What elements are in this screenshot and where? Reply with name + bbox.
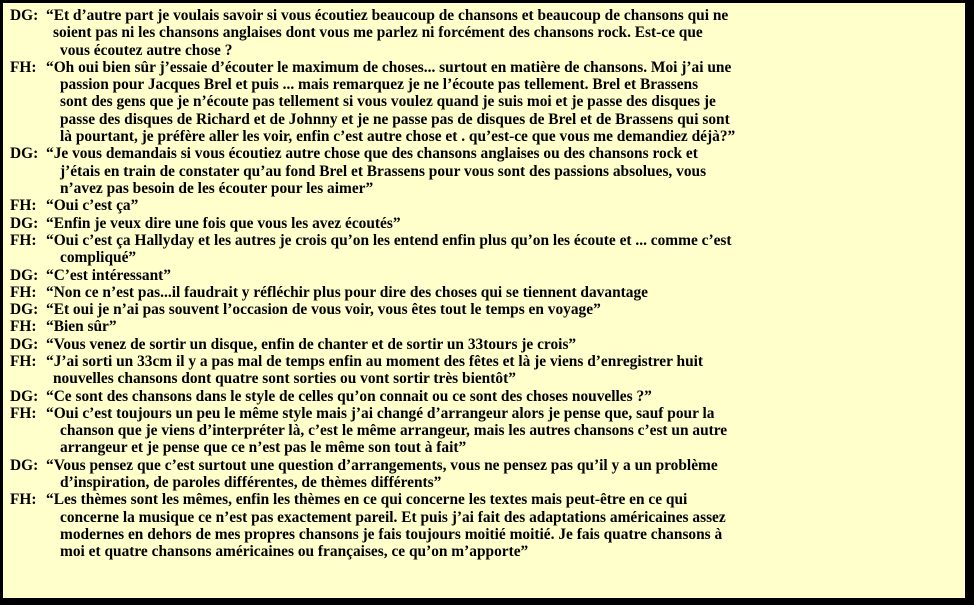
speaker-label: DG:: [10, 301, 39, 319]
turn-first-line: [10, 7, 728, 24]
utterance-text: “Enfin je veux dire une fois que vous les avez écoutés”: [46, 214, 401, 232]
transcript-turn: [10, 457, 718, 492]
transcript-turn: [10, 145, 706, 197]
utterance-text: “Oui c’est ça Hallyday et les autres je crois qu’on les entend enfin plus qu’on les écoute et ... comme c’est: [46, 231, 732, 249]
transcript-turn: [10, 336, 576, 353]
transcript-turn: [10, 215, 401, 232]
utterance-continuation: vous écoutez autre chose ?: [60, 41, 233, 59]
speaker-label: FH:: [10, 231, 37, 249]
speaker-label: DG:: [10, 456, 39, 474]
utterance-continuation: passion pour Jacques Brel et puis ... mais remarquez je ne l’écoute pas tellement. Brel et Brassens: [60, 76, 699, 94]
utterance-continuation: arrangeur et je pense que ce n’est pas le même son tout à fait”: [60, 439, 467, 457]
turn-first-line: [10, 336, 576, 353]
utterance-text: “Et oui je n’ai pas souvent l’occasion de vous voir, vous êtes tout le temps en voyage”: [46, 301, 601, 319]
transcript-turn: [10, 353, 703, 388]
utterance-text: “Vous venez de sortir un disque, enfin de chanter et de sortir un 33tours je crois”: [46, 335, 577, 353]
speaker-label: DG:: [10, 266, 39, 284]
speaker-label: FH:: [10, 491, 37, 509]
utterance-text: “J’ai sorti un 33cm il y a pas mal de temps enfin au moment des fêtes et là je viens d’enregistrer huit: [46, 353, 704, 370]
transcript-turn: [10, 59, 735, 145]
speaker-label: DG:: [10, 145, 39, 163]
utterance-continuation: j’étais en train de constater qu’au fond Brel et Brassens pour vous sont des passions absolues, vous: [60, 162, 707, 180]
utterance-continuation: chanson que je viens d’interpréter là, c’est le même arrangeur, mais les autres chansons c’est un autre: [60, 422, 728, 440]
turn-first-line: [10, 267, 171, 284]
turn-first-line: [10, 59, 735, 76]
utterance-continuation: moi et quatre chansons américaines ou françaises, ce qu’on m’apporte”: [60, 543, 529, 561]
speaker-label: FH:: [10, 58, 37, 76]
turn-first-line: [10, 491, 726, 508]
utterance-continuation: concerne la musique ce n’est pas exactement pareil. Et puis j’ai fait des adaptations américaines assez: [60, 508, 726, 526]
utterance-continuation: là pourtant, je préfère aller les voir, enfin c’est autre chose et . qu’est-ce que vous me demandiez déjà?”: [60, 128, 736, 146]
utterance-text: “C’est intéressant”: [46, 266, 171, 284]
turn-first-line: [10, 232, 732, 249]
utterance-continuation: nouvelles chansons dont quatre sont sorties ou vont sortir très bientôt”: [53, 370, 516, 388]
utterance-continuation: modernes en dehors de mes propres chansons je fais toujours moitié moitié. Je fais quatre chansons à: [60, 525, 723, 543]
speaker-label: FH:: [10, 197, 37, 215]
transcript-turn: [10, 267, 171, 284]
turn-first-line: [10, 318, 117, 335]
utterance-continuation: compliqué”: [60, 249, 137, 267]
speaker-label: FH:: [10, 283, 37, 301]
speaker-label: DG:: [10, 7, 39, 24]
transcript-turn: [10, 232, 732, 267]
speaker-label: DG:: [10, 335, 39, 353]
utterance-continuation: n’avez pas besoin de les écouter pour les aimer”: [60, 179, 374, 197]
utterance-continuation: soient pas ni les chansons anglaises dont vous me parlez ni forcément des chansons rock. Est-ce que: [53, 24, 703, 42]
transcript-turn: [10, 301, 601, 318]
turn-first-line: [10, 405, 727, 422]
utterance-text: “Les thèmes sont les mêmes, enfin les thèmes en ce qui concerne les textes mais peut-être en ce qui: [46, 491, 688, 509]
speaker-label: FH:: [10, 318, 37, 336]
utterance-text: “Bien sûr”: [46, 318, 117, 336]
turn-first-line: [10, 353, 703, 370]
transcript-turn: [10, 405, 727, 457]
utterance-text: “Oui c’est ça”: [46, 197, 139, 215]
turn-first-line: [10, 388, 652, 405]
speaker-label: DG:: [10, 387, 39, 405]
utterance-text: “Ce sont des chansons dans le style de celles qu’on connait ou ce sont des choses nouvelles ?”: [46, 387, 652, 405]
turn-first-line: [10, 457, 718, 474]
turn-first-line: [10, 145, 706, 162]
transcript-turn: [10, 388, 652, 405]
utterance-continuation: d’inspiration, de paroles différentes, de thèmes différents”: [60, 474, 442, 492]
utterance-text: “Non ce n’est pas...il faudrait y réfléchir plus pour dire des choses qui se tiennent davantage: [46, 283, 648, 301]
transcript-turn: [10, 7, 728, 59]
turn-first-line: [10, 301, 601, 318]
transcript-turn: [10, 197, 138, 214]
turn-first-line: [10, 197, 138, 214]
transcript-turn: [10, 491, 726, 560]
transcript-panel: [3, 3, 968, 600]
turn-first-line: [10, 215, 401, 232]
utterance-text: “Vous pensez que c’est surtout une question d’arrangements, vous ne pensez pas qu’il y a un problème: [46, 456, 718, 474]
speaker-label: FH:: [10, 353, 37, 370]
utterance-continuation: sont des gens que je n’écoute pas tellement si vous voulez quand je suis moi et je passe des disques je: [60, 93, 716, 111]
utterance-text: “Oui c’est toujours un peu le même style mais j’ai changé d’arrangeur alors je pense que, sauf pour la: [46, 404, 715, 422]
transcript-turn: [10, 284, 648, 301]
speaker-label: FH:: [10, 404, 37, 422]
speaker-label: DG:: [10, 214, 39, 232]
utterance-text: “Et d’autre part je voulais savoir si vous écoutiez beaucoup de chansons et beaucoup de chansons qui ne: [46, 7, 729, 24]
turn-first-line: [10, 284, 648, 301]
utterance-text: “Je vous demandais si vous écoutiez autre chose que des chansons anglaises ou des chansons rock et: [46, 145, 698, 163]
utterance-continuation: passe des disques de Richard et de Johnny et je ne passe pas de disques de Brel et de Brassens qui sont: [60, 110, 730, 128]
utterance-text: “Oh oui bien sûr j’essaie d’écouter le maximum de choses... surtout en matière de chansons. Moi j’ai une: [46, 58, 732, 76]
transcript-turn: [10, 318, 117, 335]
